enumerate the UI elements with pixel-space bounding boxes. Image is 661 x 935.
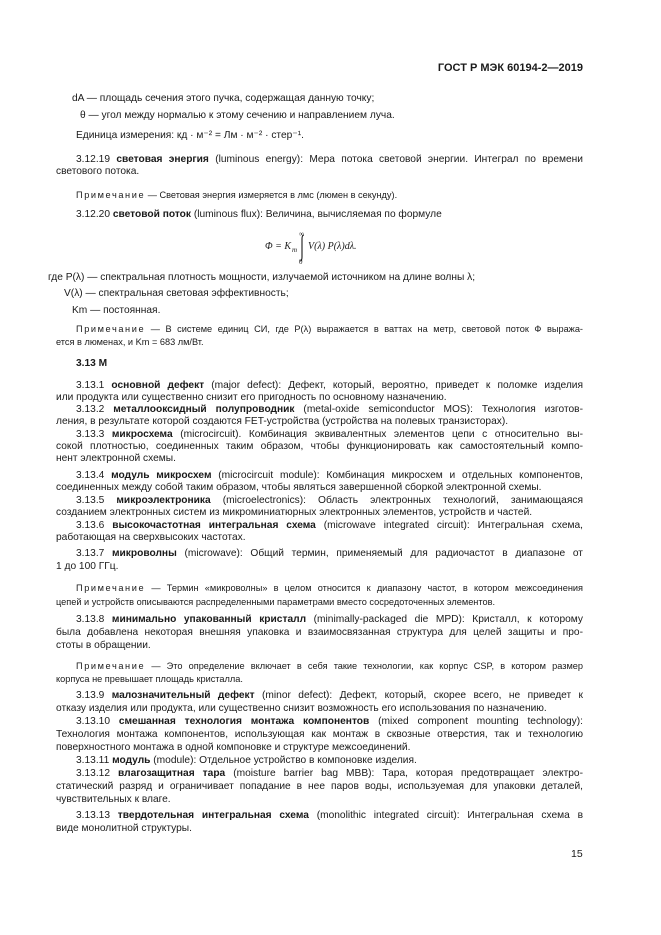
text-line: светового потока. bbox=[56, 166, 140, 177]
text-line: ления, в результате которой создаются FET-устройства (устройства на полевых транзисторах). bbox=[56, 416, 509, 427]
section-heading: 3.13 М bbox=[76, 358, 108, 369]
term-3-13-12: 3.13.12 влагозащитная тара (moisture barrier bag MBB): Тара, которая предотвращает электро- bbox=[76, 768, 583, 779]
text-line: чувствительных к влаге. bbox=[56, 794, 171, 805]
text-line: виде монолитной структуры. bbox=[56, 823, 192, 834]
text-line: была добавлена некоторая внешняя упаковка и взаимосвязанная структура для целей защиты и про- bbox=[56, 627, 583, 638]
text-line: θ — угол между нормалью к этому сечению и направлением луча. bbox=[80, 110, 395, 121]
text-line: Технология монтажа компонентов, использующая как монтаж в сквозные отверстия, так и технологию bbox=[56, 729, 583, 740]
text-line: dA — площадь сечения этого пучка, содержащая данную точку; bbox=[72, 93, 375, 104]
page-number: 15 bbox=[571, 848, 583, 860]
note-3-line-1: Примечание — Термин «микроволны» в целом относится к диапазону частот, в котором межсоединения bbox=[76, 583, 583, 593]
formula-upper-limit: ∞ bbox=[299, 231, 304, 238]
term-3-13-5: 3.13.5 микроэлектроника (microelectronics): Область электронных технологий, занимающаяся bbox=[76, 495, 583, 506]
text-line: стоты в обращении. bbox=[56, 640, 151, 651]
note-4-line-1: Примечание — Это определение включает в себя такие технологии, как корпус CSP, в котором размер bbox=[76, 661, 583, 671]
text-line: где P(λ) — спектральная плотность мощности, излучаемой источником на длине волны λ; bbox=[48, 272, 476, 283]
text-line: созданием электронных систем из микроминиатюрных электронных элементов, устройств и частей. bbox=[56, 507, 533, 518]
text-line: поверхностного монтажа в одной компоновке и структуре межсоединений. bbox=[56, 742, 411, 753]
text-line: Km — постоянная. bbox=[72, 305, 161, 316]
text-line: соединенных между собой таким образом, чтобы являться завершенной сборкой электронной схемы. bbox=[56, 482, 542, 493]
note-4-line-2: корпуса не превышает площадь кристалла. bbox=[56, 674, 243, 684]
text-line: Единица измерения: кд · м⁻² = Лм · м⁻² · стер⁻¹. bbox=[76, 130, 304, 141]
luminous-flux-formula bbox=[265, 231, 395, 265]
note-2-line-2: ется в люменах, и Km = 683 лм/Вт. bbox=[56, 337, 204, 347]
formula-lower-limit: 0 bbox=[299, 258, 303, 265]
note-1: Примечание — Световая энергия измеряется в лмс (люмен в секунду). bbox=[76, 190, 398, 200]
term-3-13-3: 3.13.3 микросхема (microcircuit). Комбинация эквивалентных элементов цепи с относительно вы- bbox=[76, 429, 583, 440]
term-3-13-6: 3.13.6 высокочастотная интегральная схема (microwave integrated circuit): Интегральная схема, bbox=[76, 520, 583, 531]
note-2-line-1: Примечание — В системе единиц СИ, где P(λ) выражается в ваттах на метр, световой поток Ф выража- bbox=[76, 324, 583, 334]
term-3-13-2: 3.13.2 металлооксидный полупроводник (metal-oxide semiconductor MOS): Технология изготов- bbox=[76, 404, 583, 415]
term-3-13-10: 3.13.10 смешанная технология монтажа компонентов (mixed component mounting technology): bbox=[76, 716, 583, 727]
term-3-13-7: 3.13.7 микроволны (microwave): Общий термин, применяемый для радиочастот в диапазоне от bbox=[76, 548, 583, 559]
term-3-12-20: 3.12.20 световой поток (luminous flux): Величина, вычисляемая по формуле bbox=[76, 209, 442, 220]
text-line: отказу изделия или продукта, или существенно снизит возможность его использования по назначению. bbox=[56, 703, 547, 714]
text-line: V(λ) — спектральная световая эффективность; bbox=[64, 288, 289, 299]
text-line: работающая на сверхвысоких частотах. bbox=[56, 532, 246, 543]
term-3-13-9: 3.13.9 малозначительный дефект (minor defect): Дефект, который, скорее всего, не приведет к bbox=[76, 690, 583, 701]
term-3-13-13: 3.13.13 твердотельная интегральная схема (monolithic integrated circuit): Интегральная схема в bbox=[76, 810, 584, 821]
term-3-12-19: 3.12.19 световая энергия (luminous energy): Мера потока световой энергии. Интеграл по времени bbox=[76, 154, 583, 165]
term-3-13-8: 3.13.8 минимально упакованный кристалл (minimally-packaged die MPD): Кристалл, к которому bbox=[76, 614, 583, 625]
formula-integrand: V(λ) P(λ)dλ. bbox=[308, 241, 357, 252]
formula-subscript: m bbox=[292, 246, 298, 254]
term-3-13-1: 3.13.1 основной дефект (major defect): Дефект, который, вероятно, приведет к поломке изделия bbox=[76, 380, 583, 391]
text-line: нент электронной схемы. bbox=[56, 453, 176, 464]
text-line: статический разряд и ограничивает попадание в нее паров воды, используемая для упаковки деталей, bbox=[56, 781, 583, 792]
document-header: ГОСТ Р МЭК 60194-2—2019 bbox=[437, 62, 583, 74]
text-line: сокой плотностью, соединенных таким образом, чтобы функционировать как самостоятельный компо- bbox=[56, 441, 583, 452]
note-3-line-2: цепей и устройств описываются распределенными параметрами вместо сосредоточенных элементов. bbox=[56, 597, 496, 607]
text-line: 1 до 100 ГГц. bbox=[56, 561, 119, 572]
formula-lhs: Φ = K bbox=[265, 241, 292, 252]
text-line: или продукта или существенно снизит его пригодность по основному назначению. bbox=[56, 392, 447, 403]
term-3-13-4: 3.13.4 модуль микросхем (microcircuit module): Комбинация микросхем и отдельных компонентов, bbox=[76, 470, 583, 481]
term-3-13-11: 3.13.11 модуль (module): Отдельное устройство в компоновке изделия. bbox=[76, 755, 417, 766]
